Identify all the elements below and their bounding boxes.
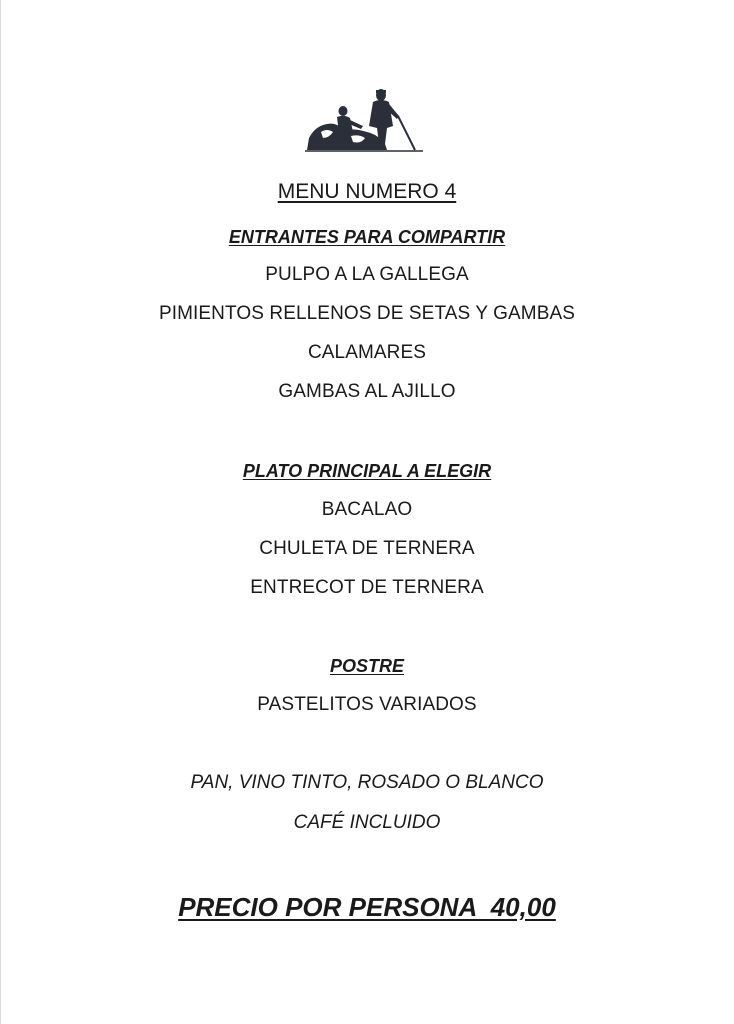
menu-item: GAMBAS AL AJILLO xyxy=(278,381,456,402)
menu-item: CALAMARES xyxy=(307,342,427,363)
menu-item: PULPO A LA GALLEGA xyxy=(265,264,469,285)
section-heading-dessert: POSTRE xyxy=(329,656,404,676)
section-heading-mains: PLATO PRINCIPAL A ELEGIR xyxy=(242,461,492,481)
logo-illustration xyxy=(303,86,425,154)
menu-item: BACALAO xyxy=(321,499,413,520)
price-per-person: PRECIO POR PERSONA 40,00 xyxy=(178,892,556,922)
menu-item: PASTELITOS VARIADOS xyxy=(257,694,477,715)
included-note: PAN, VINO TINTO, ROSADO O BLANCO xyxy=(190,772,544,793)
menu-item: ENTRECOT DE TERNERA xyxy=(250,577,484,598)
menu-item: CHULETA DE TERNERA xyxy=(259,538,475,559)
section-heading-starters: ENTRANTES PARA COMPARTIR xyxy=(228,227,506,247)
included-note: CAFÉ INCLUIDO xyxy=(293,812,441,833)
menu-item: PIMIENTOS RELLENOS DE SETAS Y GAMBAS xyxy=(158,303,576,324)
menu-title: MENU NUMERO 4 xyxy=(277,180,457,203)
